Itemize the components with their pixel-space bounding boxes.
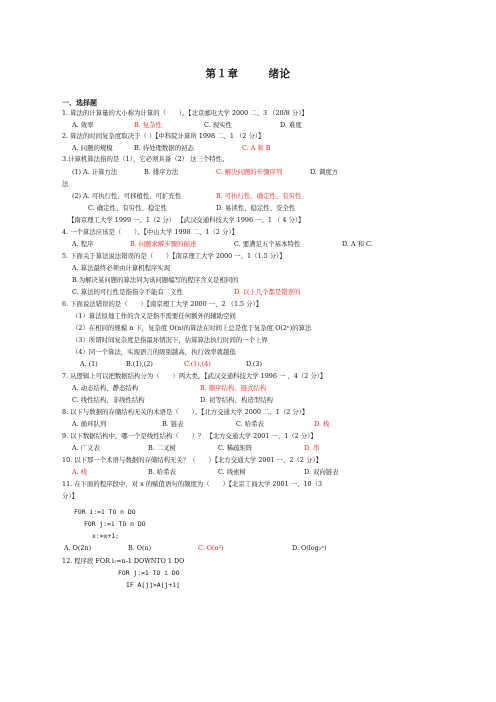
q5-option-c: C. 算法的可行性是指指令不能有二义性 (72, 288, 183, 296)
q4-option-a: A. 程序 (72, 240, 94, 248)
chapter-name: 绪论 (268, 68, 291, 80)
q7-stem: 7. 从逻辑上可以把数据结构分为（ ）两大类。【武汉交通科技大学 1996 一 、4（2 分）】 (62, 372, 327, 380)
q10-option-c: C. 线索树 (218, 468, 246, 476)
q6-stem: 6. 下面说法错误的是（ ）【南京理工大学 2000 一、2 （1.5 分）】 (62, 300, 263, 308)
q3-stem: 3.计算机算法指的是（1），它必须具备（2） 这三个特性。 (62, 155, 229, 163)
q8-option-c: C. 哈希表 (236, 420, 264, 428)
q3-p1-c: C. 解决问题的步骤序列 (216, 168, 283, 176)
q6-item-3: （3）所谓时间复杂度是指最坏情况下，估算算法执行时间的一个上界 (72, 336, 268, 344)
q3-p1-a: (1) A. 计算方法 (72, 168, 118, 176)
q4-option-c: C. 要满足五个基本特性 (234, 240, 301, 248)
q7-option-b: B. 顺序结构、链式结构 (200, 384, 267, 392)
q4-option-d: D. A 和 C. (342, 240, 373, 248)
q12-code-line1: FOR j:=1 TO i DO (118, 569, 180, 577)
q2-option-b: B. 待处理数据的初态 (134, 144, 194, 152)
q7-option-c: C. 线性结构、非线性结构 (72, 396, 145, 404)
q3-source: 【南京理工大学 1999 一、1（2 分） 【武汉交通科技大学 1996 一、1 （ 4 分）】 (68, 216, 305, 224)
q11-option-d: D. O(log₂ⁿ) (292, 544, 327, 552)
q7-option-a: A. 动态结构、静态结构 (72, 384, 139, 392)
q6-option-c: C.(1),(4) (184, 360, 211, 368)
q6-option-a: A. (1) (80, 360, 98, 368)
q8-stem: 8. 以下与数据的存储结构无关的术语是（ ）。【北方交通大学 2000 二、1（2 分）】 (62, 408, 309, 416)
q6-item-1: （1）算法原地工作的含义是指不需要任何额外的辅助空间 (72, 312, 236, 320)
q2-option-a: A. 问题的规模 (72, 144, 113, 152)
q1-stem: 1. 算法的计算量的大小称为计算的（ ）。【北京邮电大学 2000 二、3 （20/8 分）】 (62, 109, 308, 117)
q6-item-4: （4）同一个算法，实现语言的级别越高，执行效率就越低 (72, 348, 236, 356)
q6-option-b: B.(1),(2) (126, 360, 153, 368)
q3-p2-c: C. 确定性、有穷性、稳定性 (88, 204, 168, 212)
q11-code-line3: x:=x+1; (92, 532, 119, 540)
q10-option-b: B. 哈希表 (148, 468, 176, 476)
q3-p2-b: B. 可执行性、确定性、有穷性 (216, 192, 302, 200)
q8-option-d: D. 栈 (314, 420, 330, 428)
q5-option-d: D. 以上几个都是错误的 (234, 288, 301, 296)
q10-option-a: A. 栈 (72, 468, 88, 476)
q11-stem-cont: 分）】 (62, 492, 78, 500)
q11-option-c: C. O(n²) (198, 544, 224, 552)
q3-p2-a: (2) A. 可执行性、可移植性、可扩充性 (72, 192, 182, 200)
q1-option-a: A. 效率 (72, 121, 94, 129)
q11-option-a: A. O(2n) (64, 544, 92, 552)
chapter-title (0, 66, 496, 81)
section-heading: 一、选择题 (62, 99, 97, 107)
q2-option-c: C. A 和 B (242, 144, 271, 152)
q9-option-c: C. 稀疏矩阵 (218, 444, 253, 452)
q9-option-a: A. 广义表 (72, 444, 100, 452)
q4-stem: 4. 一个算法应该是（ ）。【中山大学 1998 二、1（2 分）】 (62, 228, 239, 236)
q2-stem: 2. 算法的时间复杂度取决于（ ）【中科院计算所 1998 二、1 （2 分）】 (62, 132, 265, 140)
q3-p1-d: D. 调度方 (310, 168, 339, 176)
q5-option-a: A. 算法最终必须由计算机程序实现 (72, 264, 171, 272)
q10-stem: 10. 以下那一个术语与数据的存储结构无关？（ ）【北方交通大学 2001 一、2（2 分）】 (62, 456, 322, 464)
q12-code-line2: IF A[j]>A[j+1] (126, 581, 180, 589)
q11-option-b: B. O(n) (128, 544, 152, 552)
q11-stem: 11. 在下面的程序段中，对 x 的赋值语句的频度为（ ）【北京工商大学 2001 一、10（3 (62, 480, 323, 488)
q1-option-b: B. 复杂性 (134, 121, 162, 129)
q6-item-2: （2）在相同的规模 n 下，复杂度 O(n)的算法在时间上总是优于复杂度 O(2ⁿ)的算法 (72, 324, 312, 332)
q3-p2-d: D. 易读性、稳定性、安全性 (216, 204, 296, 212)
q5-option-b: B.为解决某问题的算法同为该问题编写的程序含义是相同的 (72, 276, 239, 284)
q10-option-d: D. 双向链表 (304, 468, 339, 476)
chapter-number: 第１章 (205, 68, 239, 80)
q6-option-d: D.(3) (246, 360, 262, 368)
q7-option-d: D. 初等结构、构造型结构 (200, 396, 273, 404)
q8-option-b: B. 链表 (162, 420, 184, 428)
q9-option-b: B. 二叉树 (148, 444, 176, 452)
q9-option-d: D. 串 (304, 444, 320, 452)
q1-option-c: C. 现实性 (204, 121, 232, 129)
q11-code-line1: FOR i:=1 TO n DO (74, 508, 136, 516)
q3-p1-b: B. 排序方法 (144, 168, 179, 176)
q5-stem: 5. 下面关于算法说法错误的是（ ）【南京理工大学 2000 一、1（1.5 分）】 (62, 252, 286, 260)
q3-part1-cont: 法 (62, 180, 69, 188)
q8-option-a: A. 循环队列 (72, 420, 107, 428)
q12-stem: 12. 程序段 FOR i:=n-1 DOWNTO 1 DO (62, 557, 185, 565)
q1-option-d: D. 难度 (280, 121, 302, 129)
q4-option-b: B. 问题求解步骤的描述 (130, 240, 197, 248)
q9-stem: 9. 以下数据结构中，哪一个是线性结构（ ）？ 【北方交通大学 2001 一、1（2 分）】 (62, 432, 317, 440)
q11-code-line2: FOR j:=1 TO n DO (84, 520, 146, 528)
